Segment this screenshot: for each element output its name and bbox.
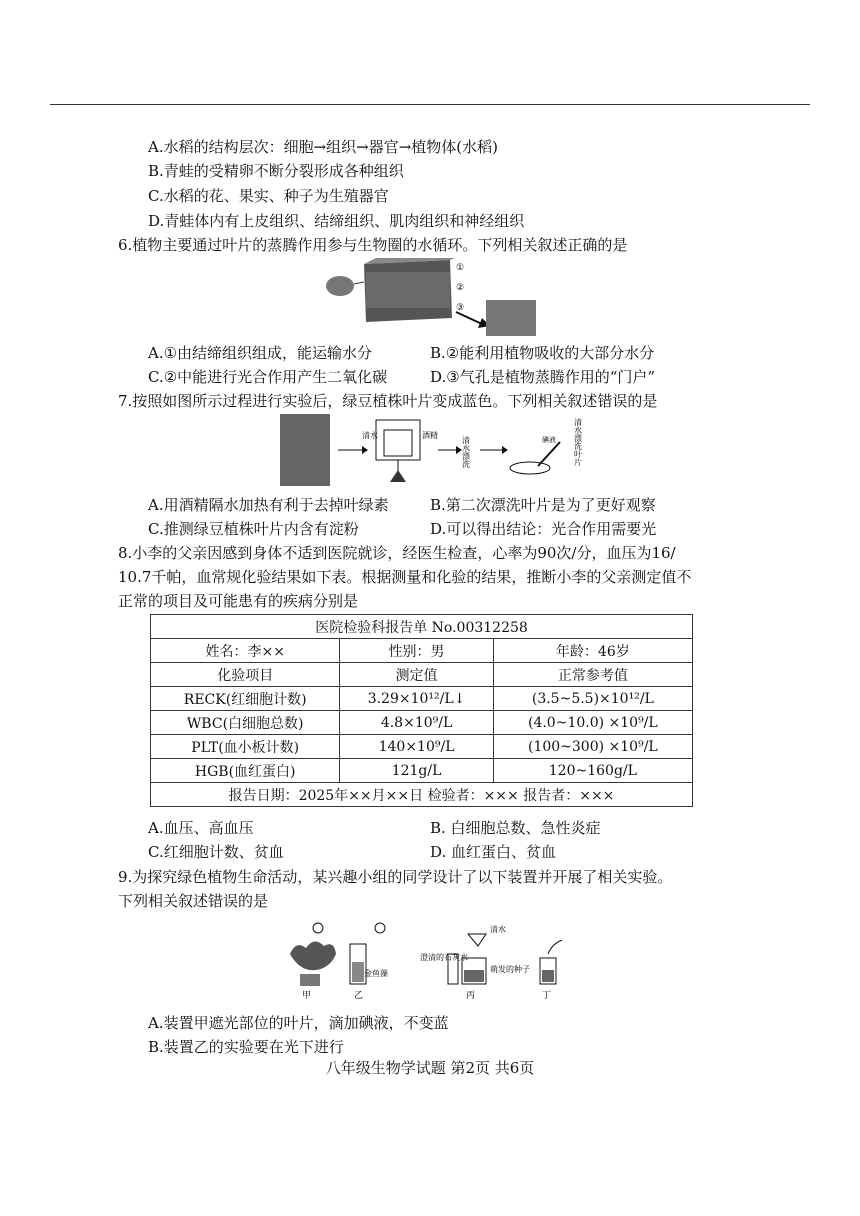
reference-range: (3.5~5.5)×10¹²/L [493, 687, 692, 711]
header-rule [50, 104, 810, 105]
label-bing: 丙 [466, 991, 476, 1001]
table-header: 测定值 [340, 663, 493, 687]
label-seeds: 萌发的种子 [490, 965, 530, 974]
q8-stem-line3: 正常的项目及可能患有的疾病分别是 [118, 592, 359, 610]
q6-option-c: C.②中能进行光合作用产生二氧化碳 [148, 368, 388, 386]
q5-option-d: D.青蛙体内有上皮组织、结缔组织、肌肉组织和神经组织 [148, 212, 525, 230]
measured-value: 121g/L [340, 759, 493, 783]
table-row [151, 711, 693, 735]
fig-label-3: ③ [456, 303, 465, 313]
q9-option-b: B.装置乙的实验要在光下进行 [148, 1038, 344, 1056]
label-ding: 丁 [542, 991, 552, 1001]
q7-stem: 7.按照如图所示过程进行实验后，绿豆植株叶片变成蓝色。下列相关叙述错误的是 [118, 392, 658, 410]
test-item: HGB(血红蛋白) [151, 759, 340, 783]
q8-stem-line2: 10.7千帕，血常规化验结果如下表。根据测量和化验的结果，推断小李的父亲测定值不 [118, 568, 692, 586]
q7-option-c: C.推测绿豆植株叶片内含有淀粉 [148, 520, 359, 538]
table-row [151, 687, 693, 711]
label-jia: 甲 [302, 991, 312, 1001]
lab-report-table [150, 614, 693, 807]
leaf-icon [326, 276, 354, 296]
label-goldfish: 金鱼藻 [364, 969, 388, 978]
potted-plant [290, 941, 336, 970]
leaf-cross-section-figure [320, 258, 540, 338]
plant-experiments-figure [282, 914, 582, 1002]
table-row [151, 735, 693, 759]
q7-option-b: B.第二次漂洗叶片是为了更好观察 [430, 496, 656, 514]
table-header: 正常参考值 [493, 663, 692, 687]
label-iodine: 碘液 [542, 436, 556, 444]
label-water: 清水 [490, 925, 506, 934]
q8-option-b: B. 白细胞总数、急性炎症 [430, 819, 601, 837]
label-rinse-leaf: 清水漂洗叶片 [573, 418, 583, 466]
q7-option-d: D.可以得出结论：光合作用需要光 [430, 520, 657, 538]
page-footer: 八年级生物学试题 第2页 共6页 [325, 1059, 535, 1077]
starch-experiment-figure [280, 412, 590, 490]
q5-option-a: A.水稻的结构层次：细胞→组织→器官→植物体(水稻) [148, 138, 499, 156]
q6-option-d: D.③气孔是植物蒸腾作用的“门户” [430, 368, 656, 386]
plant-photo [280, 414, 330, 486]
label-alcohol: 酒精 [422, 431, 438, 440]
q8-option-d: D. 血红蛋白、贫血 [430, 843, 557, 861]
q6-option-b: B.②能利用植物吸收的大部分水分 [430, 344, 655, 362]
q8-stem-line1: 8.小李的父亲因感到身体不适到医院就诊，经医生检查，心率为90次/分，血压为16/ [118, 544, 676, 562]
test-item: RECK(红细胞计数) [151, 687, 340, 711]
q8-option-a: A.血压、高血压 [148, 819, 254, 837]
reference-range: (100~300) ×10⁹/L [493, 735, 692, 759]
fig-label-1: ① [456, 263, 465, 273]
report-title: 医院检验科报告单 No.00312258 [151, 615, 693, 639]
report-footer: 报告日期：2025年××月××日 检验者：××× 报告者：××× [151, 783, 693, 807]
q9-stem-line1: 9.为探究绿色植物生命活动，某兴趣小组的同学设计了以下装置并开展了相关实验。 [118, 868, 673, 886]
reference-range: 120~160g/L [493, 759, 692, 783]
measured-value: 4.8×10⁹/L [340, 711, 493, 735]
label-water: 清水 [362, 431, 378, 440]
q9-stem-line2: 下列相关叙述错误的是 [118, 892, 269, 910]
q6-stem: 6.植物主要通过叶片的蒸腾作用参与生物圈的水循环。下列相关叙述正确的是 [118, 236, 628, 254]
q9-option-a: A.装置甲遮光部位的叶片，滴加碘液，不变蓝 [148, 1014, 449, 1032]
table-header: 化验项目 [151, 663, 340, 687]
patient-sex: 性别：男 [340, 639, 493, 663]
q8-option-c: C.红细胞计数、贫血 [148, 843, 284, 861]
reference-range: (4.0~10.0) ×10⁹/L [493, 711, 692, 735]
q6-option-a: A.①由结缔组织组成，能运输水分 [148, 344, 373, 362]
fig-label-2: ② [456, 283, 465, 293]
q7-option-a: A.用酒精隔水加热有利于去掉叶绿素 [148, 496, 389, 514]
q5-option-c: C.水稻的花、果实、种子为生殖器官 [148, 187, 389, 205]
patient-name: 姓名：李×× [151, 639, 340, 663]
table-row [151, 759, 693, 783]
candle-icon [548, 940, 562, 954]
measured-value: 3.29×10¹²/L↓ [340, 687, 493, 711]
label-rinse: 清水漂洗 [461, 436, 471, 468]
funnel-icon [468, 934, 486, 946]
measured-value: 140×10⁹/L [340, 735, 493, 759]
patient-age: 年龄：46岁 [493, 639, 692, 663]
sun-icon [313, 923, 323, 933]
label-yi: 乙 [354, 991, 364, 1001]
label-limewater: 澄清的石灰水 [420, 953, 468, 962]
sun-icon [375, 923, 385, 933]
q5-option-b: B.青蛙的受精卵不断分裂形成各种组织 [148, 162, 404, 180]
test-item: WBC(白细胞总数) [151, 711, 340, 735]
test-item: PLT(血小板计数) [151, 735, 340, 759]
